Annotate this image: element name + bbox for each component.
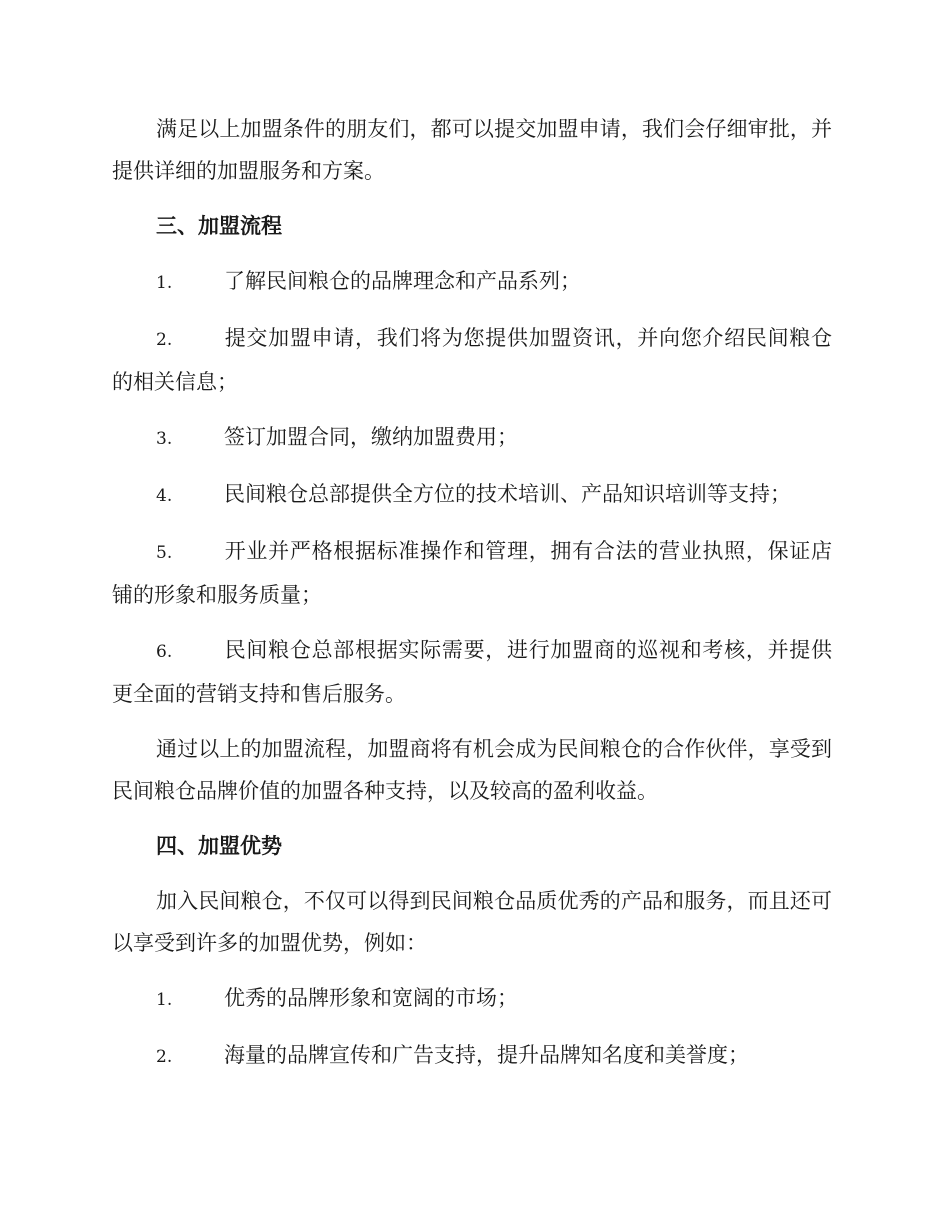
list-item-text: 开业并严格根据标准操作和管理，拥有合法的营业执照，保证店铺的形象和服务质量； [112, 539, 832, 607]
section-heading-process: 三、加盟流程 [156, 213, 282, 238]
process-summary-paragraph: 通过以上的加盟流程，加盟商将有机会成为民间粮仓的合作伙伴，享受到民间粮仓品牌价值的加盟各种支持，以及较高的盈利收益。 [112, 737, 832, 803]
intro-paragraph: 满足以上加盟条件的朋友们，都可以提交加盟申请，我们会仔细审批，并提供详细的加盟服务和方案。 [112, 117, 832, 183]
list-item-number: 2. [156, 1047, 173, 1067]
list-item-number: 5. [156, 543, 173, 563]
list-item [112, 317, 832, 403]
list-item-number: 3. [156, 429, 173, 449]
list-item [112, 1034, 832, 1078]
list-item-text: 了解民间粮仓的品牌理念和产品系列； [224, 269, 581, 293]
list-item-number: 6. [156, 642, 173, 662]
list-item [112, 473, 832, 517]
list-item-number: 1. [156, 273, 173, 293]
list-item-number: 1. [156, 990, 173, 1010]
advantages-intro-paragraph: 加入民间粮仓，不仅可以得到民间粮仓品质优秀的产品和服务，而且还可以享受到许多的加盟优势，例如： [112, 889, 832, 955]
list-item-number: 2. [156, 330, 173, 350]
list-item-text: 提交加盟申请，我们将为您提供加盟资讯，并向您介绍民间粮仓的相关信息； [112, 326, 832, 394]
list-item [112, 260, 832, 304]
list-item-text: 民间粮仓总部根据实际需要，进行加盟商的巡视和考核，并提供更全面的营销支持和售后服务。 [112, 638, 832, 706]
section-heading-advantages: 四、加盟优势 [156, 833, 282, 858]
list-item [112, 416, 832, 460]
list-item-text: 海量的品牌宣传和广告支持，提升品牌知名度和美誉度； [224, 1043, 749, 1067]
list-item-text: 民间粮仓总部提供全方位的技术培训、产品知识培训等支持； [224, 482, 791, 506]
list-item [112, 977, 832, 1021]
list-item-text: 优秀的品牌形象和宽阔的市场； [224, 986, 518, 1010]
list-item [112, 530, 832, 616]
list-item-number: 4. [156, 486, 173, 506]
list-item [112, 629, 832, 715]
list-item-text: 签订加盟合同，缴纳加盟费用； [224, 425, 518, 449]
